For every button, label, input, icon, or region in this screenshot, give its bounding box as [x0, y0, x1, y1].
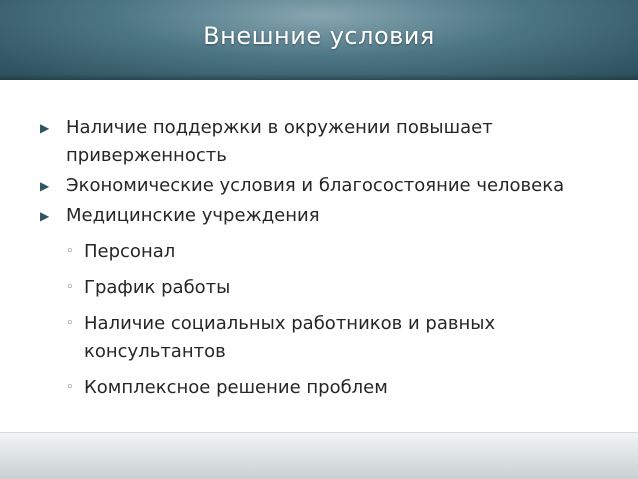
sub-bullet-text: Комплексное решение проблем [84, 377, 388, 398]
circle-bullet-icon: ◦ [66, 316, 74, 331]
sub-bullet-item [36, 310, 596, 366]
triangle-bullet-icon: ▶ [40, 121, 50, 135]
bullet-item [36, 172, 596, 200]
circle-bullet-icon: ◦ [66, 244, 74, 259]
bullet-item [36, 202, 596, 230]
slide-title: Внешние условия [203, 22, 435, 50]
circle-bullet-icon: ◦ [66, 280, 74, 295]
triangle-bullet-icon: ▶ [40, 179, 50, 193]
bullet-text: Медицинские учреждения [66, 205, 320, 226]
sub-bullet-text: График работы [84, 277, 231, 298]
footer-band [0, 432, 638, 479]
sub-bullet-item [36, 374, 596, 402]
sub-bullet-item [36, 238, 596, 266]
triangle-bullet-icon: ▶ [40, 209, 50, 223]
title-bar [0, 0, 638, 80]
circle-bullet-icon: ◦ [66, 380, 74, 395]
sub-bullet-text: Наличие социальных работников и равных консультантов [84, 313, 496, 362]
sub-bullet-item [36, 274, 596, 302]
bullet-text: Наличие поддержки в окружении повышает приверженность [66, 117, 493, 166]
bullet-item [36, 114, 596, 170]
sub-bullet-text: Персонал [84, 241, 176, 262]
bullet-list [36, 114, 596, 410]
bullet-text: Экономические условия и благосостояние человека [66, 175, 565, 196]
